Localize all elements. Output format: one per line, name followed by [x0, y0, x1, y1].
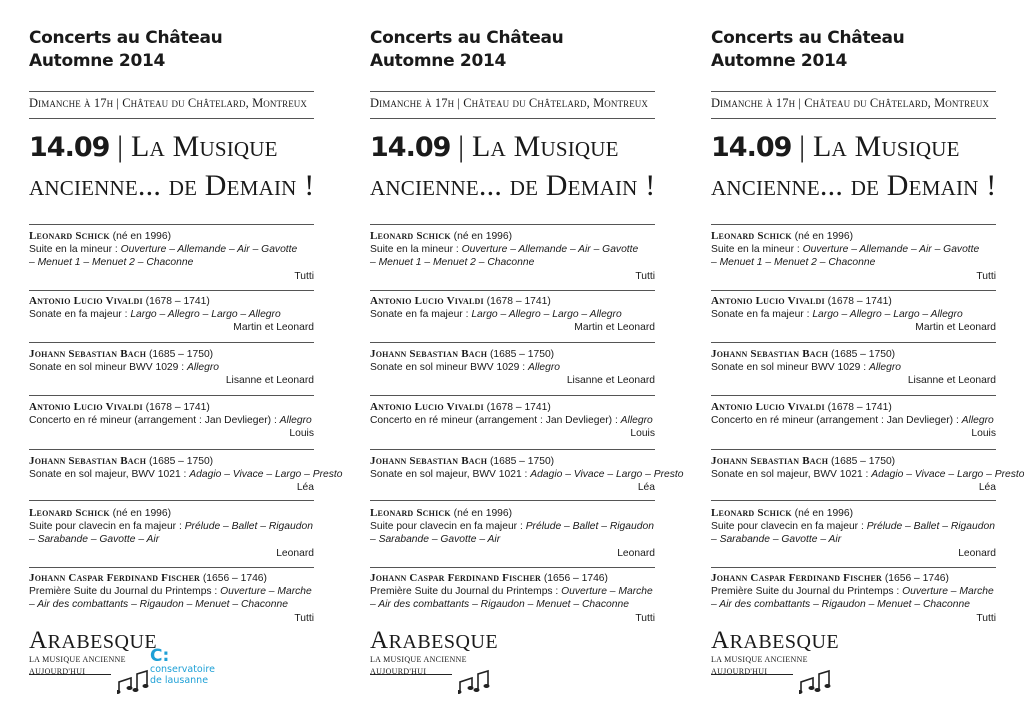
work-title: Sonate en sol mineur BWV 1029 : [29, 362, 187, 374]
divider [711, 290, 996, 291]
flyer-panel [711, 0, 1024, 725]
work-line [29, 414, 314, 427]
work-movements: Ouverture – Allemande – Air – Gavotte [802, 244, 980, 256]
program-item [370, 455, 684, 495]
performers: Tutti [976, 270, 996, 282]
composer-dates: (1678 – 1741) [824, 402, 892, 413]
program-item [29, 455, 343, 495]
work-movements: Adagio – Vivace – Largo – Presto [189, 469, 343, 481]
venue-line: Dimanche à 17h | Château du Châtelard, Montreux [29, 96, 307, 110]
composer-name: Johann Sebastian Bach [711, 348, 829, 360]
program-item [711, 348, 996, 388]
composer-dates: (1678 – 1741) [142, 402, 210, 413]
work-movements: – Menuet 1 – Menuet 2 – Chaconne [711, 257, 876, 269]
title-separator: | [109, 130, 132, 163]
work-line [29, 308, 314, 321]
work-line [370, 468, 684, 481]
program-item [29, 230, 314, 283]
work-title: Suite pour clavecin en fa majeur : [29, 521, 185, 533]
work-title: Sonate en sol majeur, BWV 1021 : [370, 469, 531, 481]
performers: Louis [289, 428, 314, 440]
composer-name: Antonio Lucio Vivaldi [370, 295, 484, 307]
performers: Lisanne et Leonard [566, 375, 655, 387]
work-title: Première Suite du Journal du Printemps : [29, 586, 221, 598]
performers: Leonard [617, 547, 655, 559]
title-line2: ancienne... de Demain ! [370, 169, 656, 202]
composer-dates: (1685 – 1750) [487, 349, 555, 360]
logo-initial: A [711, 627, 730, 654]
divider [29, 567, 314, 568]
logo-name: RABESQUE [47, 631, 158, 653]
logo-name: RABESQUE [729, 631, 840, 653]
work-line [370, 585, 655, 598]
divider [711, 567, 996, 568]
title-separator: | [791, 130, 814, 163]
work-line [29, 468, 343, 481]
work-line [370, 361, 655, 374]
conservatoire-mark: C: [150, 646, 170, 666]
work-movements: Allegro [186, 362, 220, 374]
divider [29, 342, 314, 343]
work-title: Sonate en sol majeur, BWV 1021 : [29, 469, 190, 481]
work-line [29, 585, 314, 598]
divider [370, 449, 655, 450]
program-item [370, 572, 655, 625]
work-movements: Allegro [961, 415, 994, 427]
work-movements: Largo – Allegro – Largo – Allegro [130, 309, 281, 321]
work-title: Suite pour clavecin en fa majeur : [711, 521, 867, 533]
work-line [29, 533, 314, 546]
series-title-line1: Concerts au Château [711, 28, 905, 48]
work-title: Concerto en ré mineur (arrangement : Jan Devlieger) : [711, 415, 962, 427]
concert-date: 14.09 [29, 132, 110, 163]
divider [711, 91, 996, 92]
program-item [711, 455, 1024, 495]
performers: Tutti [294, 612, 314, 624]
logo-name: RABESQUE [388, 631, 499, 653]
work-line [29, 256, 314, 269]
work-title: Sonate en fa majeur : [370, 309, 472, 321]
work-line [711, 361, 996, 374]
work-title: Sonate en fa majeur : [29, 309, 131, 321]
divider [370, 342, 655, 343]
concert-title [370, 128, 670, 205]
work-line [711, 308, 996, 321]
program-item [370, 295, 655, 335]
composer-dates: (1656 – 1746) [199, 573, 267, 584]
title-separator: | [450, 130, 473, 163]
work-line [370, 598, 655, 611]
composer-dates: (né en 1996) [109, 231, 172, 242]
composer-name: Johann Caspar Ferdinand Fischer [29, 572, 200, 584]
logo-tagline-1: LA MUSIQUE ANCIENNE [29, 655, 126, 664]
composer-name: Antonio Lucio Vivaldi [711, 401, 825, 413]
work-movements: Allegro [620, 415, 653, 427]
work-movements: Ouverture – Marche [902, 586, 994, 598]
concert-title [711, 128, 1011, 205]
work-title: Première Suite du Journal du Printemps : [370, 586, 562, 598]
program-item [29, 295, 314, 335]
work-line [711, 520, 996, 533]
work-line [370, 256, 655, 269]
composer-name: Leonard Schick [29, 230, 110, 242]
flyer-panel [29, 0, 343, 725]
logo-tagline-1: LA MUSIQUE ANCIENNE [370, 655, 467, 664]
work-title: Sonate en sol majeur, BWV 1021 : [711, 469, 872, 481]
composer-dates: (1678 – 1741) [483, 402, 551, 413]
work-title: Suite en la mineur : [370, 244, 462, 256]
composer-name: Johann Sebastian Bach [29, 348, 147, 360]
performers: Tutti [635, 270, 655, 282]
divider [29, 449, 314, 450]
composer-dates: (né en 1996) [791, 508, 854, 519]
work-movements: Ouverture – Allemande – Air – Gavotte [120, 244, 298, 256]
composer-dates: (1685 – 1750) [828, 349, 896, 360]
divider [370, 567, 655, 568]
program-item [711, 572, 996, 625]
work-line [711, 243, 996, 256]
divider [711, 118, 996, 119]
work-title: Sonate en fa majeur : [711, 309, 813, 321]
performers: Léa [637, 482, 655, 494]
program-item [370, 230, 655, 283]
performers: Tutti [294, 270, 314, 282]
work-movements: Ouverture – Marche [220, 586, 312, 598]
performers: Louis [630, 428, 655, 440]
logo-initial: A [370, 627, 389, 654]
work-movements: Ouverture – Marche [561, 586, 653, 598]
divider [29, 395, 314, 396]
program-item [711, 507, 996, 560]
composer-name: Johann Sebastian Bach [370, 455, 488, 467]
venue-line: Dimanche à 17h | Château du Châtelard, Montreux [370, 96, 648, 110]
venue-line: Dimanche à 17h | Château du Châtelard, Montreux [711, 96, 989, 110]
divider [711, 224, 996, 225]
work-movements: Largo – Allegro – Largo – Allegro [812, 309, 963, 321]
work-title: Suite pour clavecin en fa majeur : [370, 521, 526, 533]
performers: Leonard [276, 547, 314, 559]
title-line2: ancienne... de Demain ! [711, 169, 997, 202]
divider [29, 91, 314, 92]
composer-dates: (1678 – 1741) [824, 296, 892, 307]
performers: Tutti [976, 612, 996, 624]
work-title: Concerto en ré mineur (arrangement : Jan Devlieger) : [370, 415, 621, 427]
composer-dates: (1685 – 1750) [487, 456, 555, 467]
composer-dates: (né en 1996) [450, 508, 513, 519]
series-title-line2: Automne 2014 [370, 51, 507, 71]
work-line [711, 414, 996, 427]
logo-rule [711, 674, 793, 675]
program-item [29, 401, 314, 441]
concert-date: 14.09 [711, 132, 792, 163]
composer-dates: (1656 – 1746) [881, 573, 949, 584]
work-line [370, 308, 655, 321]
performers: Léa [978, 482, 996, 494]
composer-name: Johann Sebastian Bach [29, 455, 147, 467]
composer-name: Antonio Lucio Vivaldi [711, 295, 825, 307]
composer-dates: (né en 1996) [450, 231, 513, 242]
work-line [29, 598, 314, 611]
concert-title [29, 128, 329, 205]
composer-dates: (1678 – 1741) [483, 296, 551, 307]
flyer-panel [370, 0, 684, 725]
music-notes-icon [458, 668, 492, 699]
performers: Tutti [635, 612, 655, 624]
work-movements: Allegro [868, 362, 902, 374]
divider [370, 290, 655, 291]
work-title: Suite en la mineur : [29, 244, 121, 256]
logo-initial: A [29, 627, 48, 654]
work-line [370, 520, 655, 533]
series-title [370, 27, 564, 73]
program-item [370, 348, 655, 388]
arabesque-logo [29, 627, 158, 700]
logo-tagline-1: LA MUSIQUE ANCIENNE [711, 655, 808, 664]
arabesque-logo [370, 627, 499, 700]
work-line [711, 468, 1024, 481]
composer-name: Johann Sebastian Bach [711, 455, 829, 467]
conservatoire-logo [150, 648, 230, 686]
music-notes-icon [799, 668, 833, 699]
performers: Leonard [958, 547, 996, 559]
series-title-line1: Concerts au Château [370, 28, 564, 48]
arabesque-logo [711, 627, 840, 700]
composer-dates: (1685 – 1750) [146, 349, 214, 360]
divider [29, 500, 314, 501]
conservatoire-line1: conservatoire [150, 664, 215, 675]
work-movements: – Air des combattants – Rigaudon – Menuet – Chaconne [711, 599, 970, 611]
title-line1: La Musique [813, 130, 960, 163]
program-item [711, 230, 996, 283]
divider [29, 118, 314, 119]
work-title: Sonate en sol mineur BWV 1029 : [711, 362, 869, 374]
composer-name: Antonio Lucio Vivaldi [29, 401, 143, 413]
logo-tagline-2: AUJOURD'HUI [370, 667, 427, 676]
work-title: Suite en la mineur : [711, 244, 803, 256]
work-line [370, 414, 655, 427]
concert-date: 14.09 [370, 132, 451, 163]
divider [370, 91, 655, 92]
program-item [711, 295, 996, 335]
work-movements: – Air des combattants – Rigaudon – Menuet – Chaconne [370, 599, 629, 611]
work-line [370, 533, 655, 546]
work-movements: Prélude – Ballet – Rigaudon [525, 521, 654, 533]
divider [711, 500, 996, 501]
work-title: Première Suite du Journal du Printemps : [711, 586, 903, 598]
program-item [29, 507, 314, 560]
work-title: Sonate en sol mineur BWV 1029 : [370, 362, 528, 374]
work-movements: – Air des combattants – Rigaudon – Menuet – Chaconne [29, 599, 288, 611]
program-item [711, 401, 996, 441]
divider [29, 290, 314, 291]
composer-name: Leonard Schick [370, 230, 451, 242]
program-item [370, 507, 655, 560]
title-line1: La Musique [472, 130, 619, 163]
work-movements: Largo – Allegro – Largo – Allegro [471, 309, 622, 321]
divider [370, 500, 655, 501]
performers: Martin et Leonard [233, 322, 314, 334]
logo-tagline-2: AUJOURD'HUI [29, 667, 86, 676]
divider [29, 224, 314, 225]
logo-tagline-2: AUJOURD'HUI [711, 667, 768, 676]
series-title [711, 27, 905, 73]
program-item [29, 348, 314, 388]
work-line [711, 256, 996, 269]
divider [711, 342, 996, 343]
performers: Martin et Leonard [574, 322, 655, 334]
divider [370, 224, 655, 225]
composer-name: Johann Caspar Ferdinand Fischer [370, 572, 541, 584]
conservatoire-line2: de lausanne [150, 674, 209, 686]
work-line [711, 533, 996, 546]
program-item [29, 572, 314, 625]
divider [711, 449, 996, 450]
work-movements: – Sarabande – Gavotte – Air [29, 534, 160, 546]
work-movements: – Menuet 1 – Menuet 2 – Chaconne [370, 257, 535, 269]
work-movements: Allegro [279, 415, 312, 427]
work-line [29, 361, 314, 374]
work-movements: Ouverture – Allemande – Air – Gavotte [461, 244, 639, 256]
performers: Lisanne et Leonard [907, 375, 996, 387]
title-line1: La Musique [131, 130, 278, 163]
composer-name: Johann Sebastian Bach [370, 348, 488, 360]
work-movements: – Menuet 1 – Menuet 2 – Chaconne [29, 257, 194, 269]
work-line [29, 520, 314, 533]
performers: Martin et Leonard [915, 322, 996, 334]
composer-dates: (né en 1996) [109, 508, 172, 519]
composer-dates: (1685 – 1750) [828, 456, 896, 467]
music-notes-icon [117, 668, 151, 699]
divider [370, 395, 655, 396]
work-title: Concerto en ré mineur (arrangement : Jan Devlieger) : [29, 415, 280, 427]
performers: Louis [971, 428, 996, 440]
logo-rule [370, 674, 452, 675]
work-movements: Prélude – Ballet – Rigaudon [866, 521, 995, 533]
work-line [29, 243, 314, 256]
work-movements: – Sarabande – Gavotte – Air [370, 534, 501, 546]
composer-dates: (1685 – 1750) [146, 456, 214, 467]
work-line [370, 243, 655, 256]
composer-name: Antonio Lucio Vivaldi [29, 295, 143, 307]
work-movements: – Sarabande – Gavotte – Air [711, 534, 842, 546]
composer-name: Leonard Schick [29, 507, 110, 519]
divider [711, 395, 996, 396]
series-title [29, 27, 223, 73]
composer-name: Johann Caspar Ferdinand Fischer [711, 572, 882, 584]
composer-dates: (1656 – 1746) [540, 573, 608, 584]
series-title-line1: Concerts au Château [29, 28, 223, 48]
work-movements: Allegro [527, 362, 561, 374]
performers: Léa [296, 482, 314, 494]
logo-rule [29, 674, 111, 675]
work-movements: Adagio – Vivace – Largo – Presto [530, 469, 684, 481]
performers: Lisanne et Leonard [225, 375, 314, 387]
composer-name: Leonard Schick [711, 230, 792, 242]
series-title-line2: Automne 2014 [29, 51, 166, 71]
composer-name: Leonard Schick [370, 507, 451, 519]
title-line2: ancienne... de Demain ! [29, 169, 315, 202]
work-line [711, 598, 996, 611]
divider [370, 118, 655, 119]
composer-name: Antonio Lucio Vivaldi [370, 401, 484, 413]
composer-dates: (1678 – 1741) [142, 296, 210, 307]
program-item [370, 401, 655, 441]
composer-name: Leonard Schick [711, 507, 792, 519]
work-movements: Prélude – Ballet – Rigaudon [184, 521, 313, 533]
composer-dates: (né en 1996) [791, 231, 854, 242]
work-movements: Adagio – Vivace – Largo – Presto [871, 469, 1024, 481]
series-title-line2: Automne 2014 [711, 51, 848, 71]
work-line [711, 585, 996, 598]
